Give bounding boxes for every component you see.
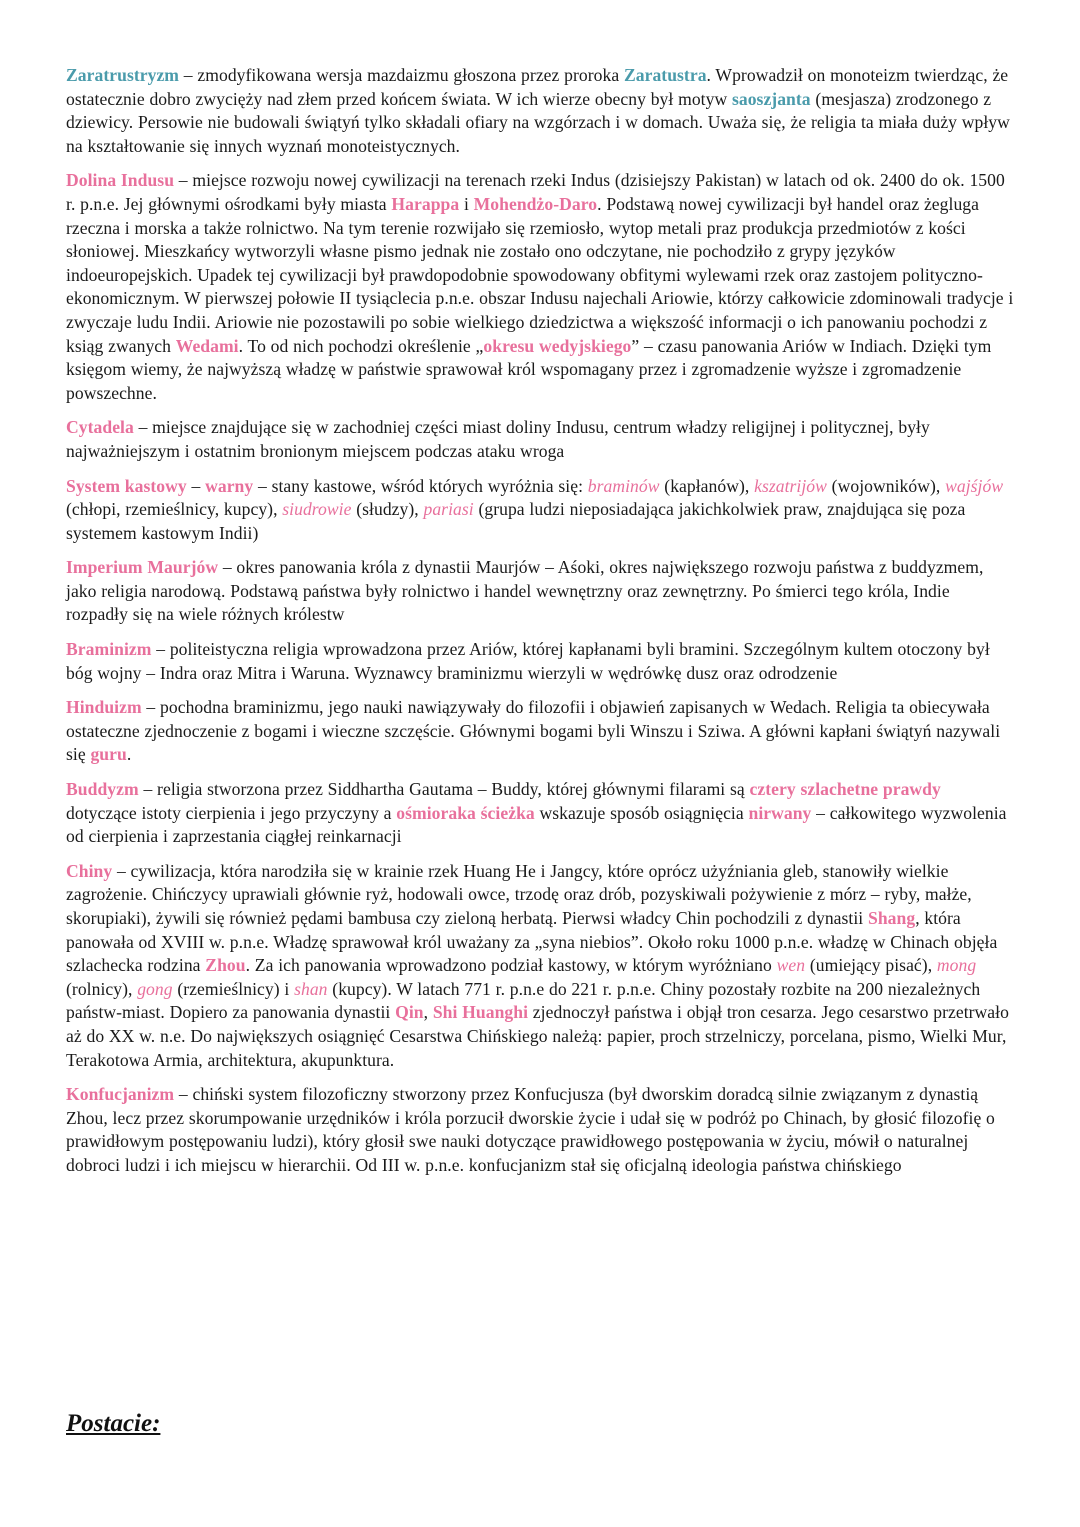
text-run: (umiejący pisać), (805, 955, 937, 976)
key-term: ośmioraka ścieżka (396, 802, 535, 823)
text-run: . To od nich pochodzi określenie „ (238, 335, 484, 356)
key-term: Imperium Maurjów (66, 557, 219, 578)
key-term: Zaratustra (623, 65, 707, 85)
text-run: – chiński system filozoficzny stworzony przez Konfucjusza (był dworskim doradcą silnie związanym z dynastią Zhou, lecz przez skorumpowanie urzędników i króla porzucił dworskie życie i udał się w podróż po Chinach, by głosić filozofię o prawidłowym postępowaniu ludzi), który głosił swe nauki dotyczące prawidłowego postępowania w życiu, mówił o naturalnej dobroci ludzi i ich miejscu w hierarchii. Od III w. p.n.e. konfucjanizm stał się oficjalną ideologia państwa chińskiego (66, 1084, 995, 1175)
key-term: saoszjanta (731, 88, 811, 109)
key-term: Harappa (391, 193, 460, 214)
key-term: Shi Huanghi (432, 1002, 529, 1023)
text-run: (rzemieślnicy) i (172, 978, 295, 999)
text-run: – okres panowania króla z dynastii Maurjów – Aśoki, okres największego rozwoju państwa z buddyzmem, jako religia narodową. Podstawą państwa były rolnictwo i handel wewnętrzny oraz zewnętrzny. Po śmierci tego króla, Indie rozpadły się na wiele różnych królestw (66, 557, 984, 625)
key-term: Qin (395, 1002, 424, 1023)
section-heading-postacie: Postacie: (66, 1410, 161, 1437)
text-run: . Za ich panowania wprowadzono podział kastowy, w którym wyróżniano (245, 955, 777, 976)
entry-cytadela (66, 416, 1016, 463)
text-run: (grupa ludzi nieposiadająca jakichkolwiek praw, znajdująca się poza systemem kastowym Indii) (66, 499, 966, 543)
text-run: – stany kastowe, wśród których wyróżnia się: (253, 475, 588, 496)
entry-imperium-maurjow (66, 556, 1016, 627)
entry-system-kastowy (66, 475, 1016, 546)
italic-term: gong (137, 978, 173, 999)
document-body (66, 64, 1016, 1189)
italic-term: wajśjów (945, 475, 1004, 496)
text-run: . Wprowadził on monoteizm twierdząc, że ostatecznie dobro zwycięży nad złem przed końcem świata. W ich wierze obecny był motyw (66, 65, 1009, 109)
key-term: warny (205, 475, 254, 496)
key-term: guru (90, 744, 127, 765)
text-run: dotyczące istoty cierpienia i jego przyczyny a (66, 802, 397, 823)
italic-term: siudrowie (282, 499, 352, 520)
text-run: zjednoczył państwa i objął tron cesarza. Jego cesarstwo przetrwało aż do XX w. n.e. Do największych osiągnięć Cesarstwa Chińskiego należą: papier, proch strzelniczy, porcelana, pismo, Wielki Mur, Terakotowa Armia, architektura, akupunktura. (66, 1002, 1009, 1070)
text-run: i (459, 193, 474, 214)
entry-chiny (66, 860, 1016, 1072)
text-run: (słudzy), (351, 499, 424, 520)
text-run: – (186, 475, 206, 496)
text-run: – cywilizacja, która narodziła się w krainie rzek Huang He i Jangcy, które oprócz użyźniania gleb, stanowiły wielkie zagrożenie. Chińczycy uprawiali głównie ryż, hodowali owce, trzodę oraz drób, pozyskiwali pożywienie z mórz – ryby, małże, skorupiaki), żywili się również pędami bambusa czy zieloną herbatą. Pierwsi władcy Chin pochodzili z dynastii (66, 860, 972, 928)
italic-term: wen (776, 955, 806, 976)
key-term: Konfucjanizm (66, 1084, 175, 1105)
text-run: – całkowitego wyzwolenia od cierpienia i zaprzestania ciągłej reinkarnacji (66, 802, 1007, 847)
italic-term: shan (294, 978, 328, 999)
entry-dolina-indusu (66, 169, 1016, 405)
key-term: Braminizm (66, 639, 152, 660)
text-run: (rolnicy), (66, 978, 138, 999)
key-term: Mohendżo-Daro (473, 193, 598, 214)
key-term: cztery szlachetne prawdy (749, 779, 941, 800)
key-term: Buddyzm (66, 779, 139, 800)
key-term: nirwany (748, 802, 812, 823)
italic-term: braminów (587, 475, 660, 496)
key-term: okresu wedyjskiego (483, 335, 632, 356)
text-run: – miejsce rozwoju nowej cywilizacji na terenach rzeki Indus (dzisiejszy Pakistan) w latach od ok. 2400 do ok. 1500 r. p.n.e. Jej głównymi ośrodkami były miasta (66, 170, 1005, 214)
key-term: Dolina Indusu (66, 170, 175, 191)
italic-term: pariasi (423, 499, 474, 520)
text-run: – politeistyczna religia wprowadzona przez Ariów, której kapłanami byli bramini. Szczególnym kultem otoczony był bóg wojny – Indra oraz Mitra i Waruna. Wyznawcy braminizmu wierzyli w wędrówkę dusz oraz odrodzenie (66, 639, 990, 683)
key-term: Shang (867, 908, 916, 928)
text-run: (chłopi, rzemieślnicy, kupcy), (66, 499, 283, 520)
text-run: (wojowników), (826, 475, 946, 496)
text-run: (kapłanów), (659, 475, 755, 496)
key-term: Chiny (66, 860, 113, 881)
entry-buddyzm (66, 778, 1016, 849)
text-run: . (126, 744, 132, 765)
key-term: Wedami (175, 335, 239, 356)
text-run: – zmodyfikowana wersja mazdaizmu głoszona przez proroka (179, 65, 624, 85)
entry-konfucjanizm (66, 1083, 1016, 1177)
text-run: , która panowała od XVIII w. p.n.e. Władzę sprawował król uważany za „syna niebios”. Około roku 1000 p.n.e. władzę w Chinach objęła szlachecka rodzina (66, 908, 998, 976)
text-run: – miejsce znajdujące się w zachodniej części miast doliny Indusu, centrum władzy religijnej i politycznej, były najważniejszym i ostatnim bronionym miejscem podczas ataku wroga (66, 417, 930, 461)
text-run: wskazuje sposób osiągnięcia (534, 802, 749, 823)
key-term: Zhou (205, 955, 246, 976)
text-run: – religia stworzona przez Siddhartha Gautama – Buddy, której głównymi filarami są (138, 779, 750, 800)
text-run: (kupcy). W latach 771 r. p.n.e do 221 r. p.n.e. Chiny pozostały rozbite na 200 niezależnych państw-miast. Dopiero za panowania dynastii (66, 978, 981, 1023)
text-run: – pochodna braminizmu, jego nauki nawiązywały do filozofii i objawień zapisanych w Wedach. Religia ta obiecywała ostateczne zjednoczenie z bogami i wieczne szczęście. Głównymi bogami byli Winszu i Sziwa. A główni kapłani świątyń nazywali się (66, 697, 1001, 765)
italic-term: kszatrijów (754, 475, 827, 496)
text-run: ” – czasu panowania Ariów w Indiach. Dzięki tym księgom wiemy, że najwyższą władzę w państwie sprawował król wspomagany przez i zgromadzenie wyższe i zgromadzenie powszechne. (66, 335, 992, 403)
key-term: System kastowy (66, 475, 187, 496)
text-run: . Podstawą nowej cywilizacji był handel oraz żegluga rzeczna i morska a także rolnictwo. Na tym terenie rozwijało się rzemiosło, wytop metali praz produkcja przedmiotów z kości słoniowej. Mieszkańcy wytworzyli własne pismo jednak nie zostało ono odczytane, nie pochodziło z grypy języków indoeuropejskich. Upadek tej cywilizacji był prawdopodobnie spowodowany obfitymi wylewami rzek oraz zastojem polityczno-ekonomicznym. W pierwszej połowie II tysiąclecia p.n.e. obszar Indusu najechali Ariowie, którzy całkowicie zdominowali tradycje i zwyczaje ludu Indii. Ariowie nie pozostawili po sobie wielkiego dziedzictwa a większość informacji o ich panowaniu pochodzi z ksiąg zwanych (66, 193, 1014, 356)
italic-term: mong (936, 955, 977, 976)
key-term: Hinduizm (66, 697, 142, 718)
text-run: , (423, 1002, 433, 1023)
text-run: (mesjasza) zrodzonego z dziewicy. Persowie nie budowali świątyń tylko składali ofiary na wzgórzach i w domach. Uważa się, że religia ta miała duży wpływ na kształtowanie się innych wyznań monoteistycznych. (66, 88, 1010, 156)
key-term: Cytadela (66, 417, 134, 438)
entry-zaratrustryzm (66, 64, 1016, 158)
entry-braminizm (66, 638, 1016, 685)
key-term: Zaratrustryzm (66, 65, 180, 85)
entry-hinduizm (66, 696, 1016, 767)
